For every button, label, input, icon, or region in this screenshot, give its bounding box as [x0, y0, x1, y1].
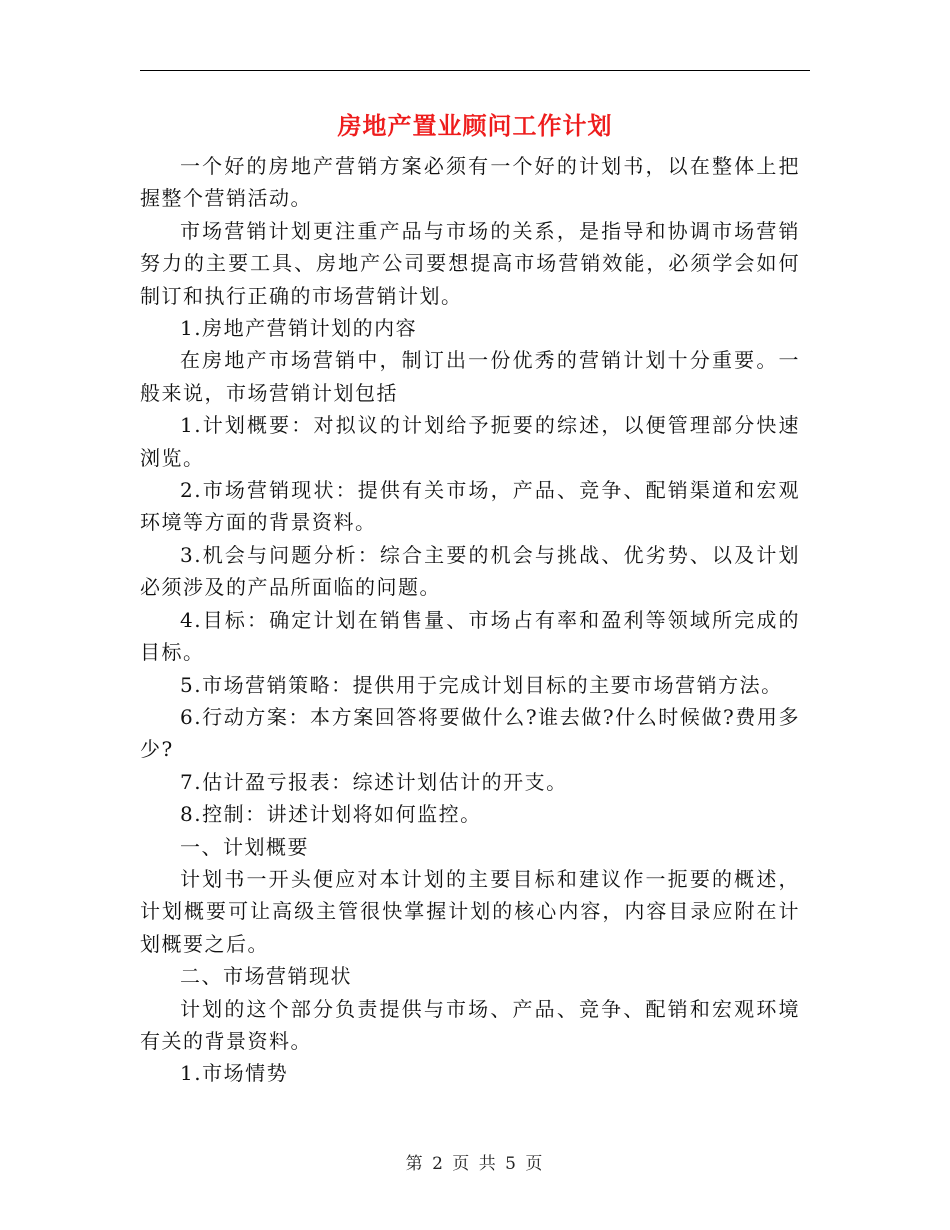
paragraph: 5.市场营销策略：提供用于完成计划目标的主要市场营销方法。 [180, 672, 783, 697]
section-heading: 一、计划概要 [180, 834, 309, 859]
paragraph: 1.计划概要：对拟议的计划给予扼要的综述，以便管理部分快速浏览。 [140, 413, 800, 470]
paragraph: 4.目标：确定计划在销售量、市场占有率和盈利等领域所完成的目标。 [140, 607, 800, 665]
page-number: 第 2 页 共 5 页 [405, 1154, 545, 1174]
paragraph: 1.房地产营销计划的内容 [180, 316, 418, 341]
paragraph: 2.市场营销现状：提供有关市场，产品、竞争、配销渠道和宏观环境等方面的背景资料。 [140, 478, 800, 535]
subsection-heading: 1.市场情势 [180, 1061, 289, 1086]
section-heading: 二、市场营销现状 [180, 964, 352, 989]
document-title: 房地产置业顾问工作计划 [337, 111, 613, 140]
paragraph: 7.估计盈亏报表：综述计划估计的开支。 [180, 769, 568, 794]
paragraph: 一个好的房地产营销方案必须有一个好的计划书，以在整体上把握整个营销活动。 [140, 154, 800, 211]
paragraph: 在房地产市场营销中，制订出一份优秀的营销计划十分重要。一般来说，市场营销计划包括 [140, 348, 800, 405]
paragraph: 计划书一开头便应对本计划的主要目标和建议作一扼要的概述，计划概要可让高级主管很快掌握计划的核心内容，内容目录应附在计划概要之后。 [140, 866, 800, 956]
document-body [140, 150, 800, 1090]
paragraph: 8.控制：讲述计划将如何监控。 [180, 802, 482, 827]
paragraph: 3.机会与问题分析：综合主要的机会与挑战、优劣势、以及计划必须涉及的产品所面临的问题。 [140, 542, 800, 600]
paragraph: 6.行动方案：本方案回答将要做什么?谁去做?什么时候做?费用多少? [140, 704, 800, 762]
paragraph: 计划的这个部分负责提供与市场、产品、竞争、配销和宏观环境有关的背景资料。 [140, 996, 800, 1053]
paragraph: 市场营销计划更注重产品与市场的关系，是指导和协调市场营销努力的主要工具、房地产公司要想提高市场营销效能，必须学会如何制订和执行正确的市场营销计划。 [140, 218, 800, 308]
header-rule [140, 70, 810, 71]
